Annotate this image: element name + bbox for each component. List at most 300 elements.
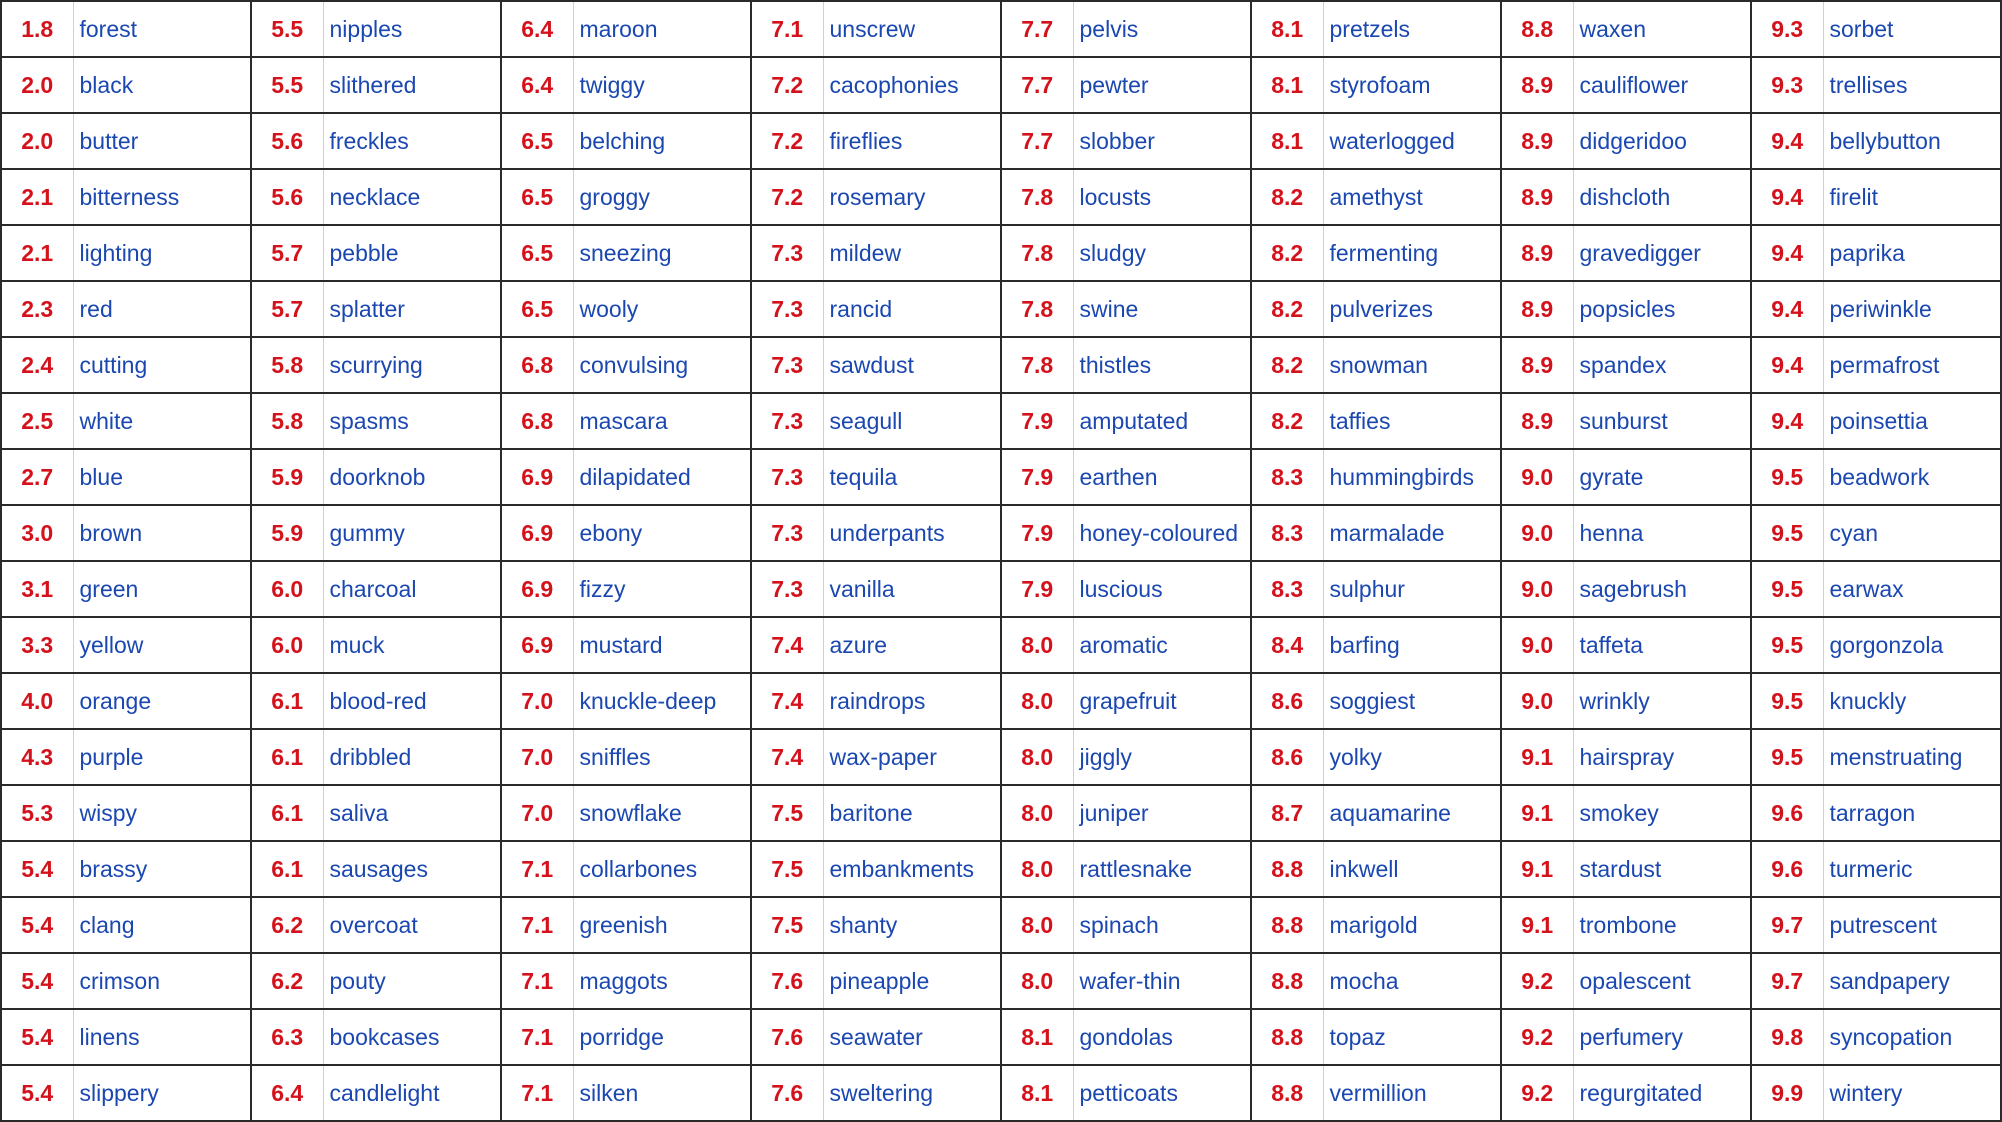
word-cell: wafer-thin <box>1073 953 1251 1009</box>
word-cell: bitterness <box>73 169 251 225</box>
word-cell: fireflies <box>823 113 1001 169</box>
score-cell: 6.5 <box>501 113 573 169</box>
word-cell: taffeta <box>1573 617 1751 673</box>
score-cell: 7.1 <box>501 1009 573 1065</box>
score-cell: 8.6 <box>1251 729 1323 785</box>
score-cell: 7.8 <box>1001 281 1073 337</box>
word-cell: baritone <box>823 785 1001 841</box>
word-cell: gondolas <box>1073 1009 1251 1065</box>
score-cell: 7.9 <box>1001 393 1073 449</box>
word-cell: linens <box>73 1009 251 1065</box>
score-cell: 5.9 <box>251 505 323 561</box>
score-cell: 6.2 <box>251 953 323 1009</box>
score-cell: 9.8 <box>1751 1009 1823 1065</box>
word-cell: porridge <box>573 1009 751 1065</box>
word-cell: amethyst <box>1323 169 1501 225</box>
score-cell: 7.7 <box>1001 57 1073 113</box>
score-cell: 9.5 <box>1751 561 1823 617</box>
score-cell: 6.4 <box>251 1065 323 1121</box>
score-cell: 9.4 <box>1751 337 1823 393</box>
word-cell: didgeridoo <box>1573 113 1751 169</box>
word-cell: petticoats <box>1073 1065 1251 1121</box>
word-cell: spandex <box>1573 337 1751 393</box>
score-cell: 2.0 <box>1 57 73 113</box>
word-cell: mildew <box>823 225 1001 281</box>
word-cell: permafrost <box>1823 337 2001 393</box>
score-cell: 3.1 <box>1 561 73 617</box>
score-cell: 5.6 <box>251 169 323 225</box>
score-cell: 9.1 <box>1501 897 1573 953</box>
score-cell: 8.4 <box>1251 617 1323 673</box>
score-cell: 8.2 <box>1251 225 1323 281</box>
word-cell: orange <box>73 673 251 729</box>
score-cell: 4.3 <box>1 729 73 785</box>
table-row <box>1 1009 2001 1065</box>
word-cell: aromatic <box>1073 617 1251 673</box>
word-cell: waterlogged <box>1323 113 1501 169</box>
score-cell: 9.0 <box>1501 561 1573 617</box>
word-cell: brown <box>73 505 251 561</box>
word-cell: muck <box>323 617 501 673</box>
word-cell: dilapidated <box>573 449 751 505</box>
word-cell: butter <box>73 113 251 169</box>
word-cell: pouty <box>323 953 501 1009</box>
word-cell: azure <box>823 617 1001 673</box>
word-cell: earthen <box>1073 449 1251 505</box>
word-cell: scurrying <box>323 337 501 393</box>
word-cell: purple <box>73 729 251 785</box>
word-cell: cutting <box>73 337 251 393</box>
table-row <box>1 953 2001 1009</box>
score-cell: 8.8 <box>1251 841 1323 897</box>
word-cell: ebony <box>573 505 751 561</box>
word-cell: pretzels <box>1323 1 1501 57</box>
score-cell: 8.2 <box>1251 337 1323 393</box>
score-cell: 9.4 <box>1751 113 1823 169</box>
score-cell: 7.1 <box>501 1065 573 1121</box>
score-cell: 8.0 <box>1001 897 1073 953</box>
score-cell: 8.2 <box>1251 169 1323 225</box>
word-cell: bellybutton <box>1823 113 2001 169</box>
score-cell: 8.9 <box>1501 169 1573 225</box>
score-cell: 7.9 <box>1001 505 1073 561</box>
word-cell: henna <box>1573 505 1751 561</box>
table-row <box>1 617 2001 673</box>
word-cell: pineapple <box>823 953 1001 1009</box>
word-cell: pewter <box>1073 57 1251 113</box>
word-cell: black <box>73 57 251 113</box>
word-cell: periwinkle <box>1823 281 2001 337</box>
score-cell: 6.1 <box>251 673 323 729</box>
word-cell: wax-paper <box>823 729 1001 785</box>
score-cell: 6.0 <box>251 617 323 673</box>
word-cell: brassy <box>73 841 251 897</box>
score-cell: 9.5 <box>1751 617 1823 673</box>
score-cell: 8.0 <box>1001 953 1073 1009</box>
word-cell: overcoat <box>323 897 501 953</box>
score-cell: 9.5 <box>1751 505 1823 561</box>
word-cell: taffies <box>1323 393 1501 449</box>
word-cell: menstruating <box>1823 729 2001 785</box>
word-cell: vanilla <box>823 561 1001 617</box>
score-cell: 7.6 <box>751 1009 823 1065</box>
score-cell: 5.5 <box>251 57 323 113</box>
word-cell: sandpapery <box>1823 953 2001 1009</box>
word-cell: sniffles <box>573 729 751 785</box>
word-cell: knuckly <box>1823 673 2001 729</box>
table-row <box>1 841 2001 897</box>
word-cell: charcoal <box>323 561 501 617</box>
score-cell: 8.8 <box>1501 1 1573 57</box>
score-cell: 5.5 <box>251 1 323 57</box>
word-cell: rattlesnake <box>1073 841 1251 897</box>
score-cell: 8.9 <box>1501 393 1573 449</box>
word-cell: aquamarine <box>1323 785 1501 841</box>
score-cell: 7.2 <box>751 113 823 169</box>
word-cell: doorknob <box>323 449 501 505</box>
table-row <box>1 57 2001 113</box>
score-cell: 5.4 <box>1 841 73 897</box>
word-cell: freckles <box>323 113 501 169</box>
word-cell: underpants <box>823 505 1001 561</box>
score-cell: 7.5 <box>751 841 823 897</box>
word-cell: candlelight <box>323 1065 501 1121</box>
score-cell: 8.0 <box>1001 785 1073 841</box>
score-cell: 9.5 <box>1751 449 1823 505</box>
score-cell: 8.0 <box>1001 673 1073 729</box>
score-cell: 4.0 <box>1 673 73 729</box>
word-cell: slobber <box>1073 113 1251 169</box>
score-cell: 6.5 <box>501 281 573 337</box>
score-cell: 8.1 <box>1001 1009 1073 1065</box>
word-cell: swine <box>1073 281 1251 337</box>
word-cell: belching <box>573 113 751 169</box>
score-cell: 6.0 <box>251 561 323 617</box>
score-cell: 9.1 <box>1501 729 1573 785</box>
word-cell: spasms <box>323 393 501 449</box>
score-cell: 7.8 <box>1001 337 1073 393</box>
word-cell: regurgitated <box>1573 1065 1751 1121</box>
word-cell: shanty <box>823 897 1001 953</box>
word-cell: mustard <box>573 617 751 673</box>
score-cell: 7.3 <box>751 393 823 449</box>
word-cell: thistles <box>1073 337 1251 393</box>
word-cell: marigold <box>1323 897 1501 953</box>
score-cell: 8.0 <box>1001 729 1073 785</box>
word-cell: gravedigger <box>1573 225 1751 281</box>
word-cell: clang <box>73 897 251 953</box>
score-cell: 9.9 <box>1751 1065 1823 1121</box>
score-cell: 6.1 <box>251 841 323 897</box>
word-cell: yellow <box>73 617 251 673</box>
word-cell: mocha <box>1323 953 1501 1009</box>
score-cell: 3.3 <box>1 617 73 673</box>
table-row <box>1 1065 2001 1121</box>
score-cell: 9.5 <box>1751 729 1823 785</box>
word-cell: trellises <box>1823 57 2001 113</box>
word-cell: cyan <box>1823 505 2001 561</box>
word-cell: honey-coloured <box>1073 505 1251 561</box>
score-cell: 9.5 <box>1751 673 1823 729</box>
score-cell: 7.8 <box>1001 169 1073 225</box>
table-row <box>1 785 2001 841</box>
word-cell: popsicles <box>1573 281 1751 337</box>
word-cell: convulsing <box>573 337 751 393</box>
score-cell: 6.5 <box>501 169 573 225</box>
word-cell: maroon <box>573 1 751 57</box>
word-cell: sausages <box>323 841 501 897</box>
score-cell: 6.4 <box>501 1 573 57</box>
word-cell: pulverizes <box>1323 281 1501 337</box>
score-cell: 9.4 <box>1751 393 1823 449</box>
word-cell: opalescent <box>1573 953 1751 1009</box>
word-cell: bookcases <box>323 1009 501 1065</box>
score-cell: 9.6 <box>1751 841 1823 897</box>
score-cell: 7.0 <box>501 729 573 785</box>
word-cell: tequila <box>823 449 1001 505</box>
score-cell: 9.3 <box>1751 57 1823 113</box>
word-cell: sawdust <box>823 337 1001 393</box>
score-cell: 6.9 <box>501 561 573 617</box>
score-cell: 9.4 <box>1751 225 1823 281</box>
score-cell: 9.4 <box>1751 169 1823 225</box>
word-cell: snowflake <box>573 785 751 841</box>
score-cell: 7.7 <box>1001 113 1073 169</box>
score-cell: 2.5 <box>1 393 73 449</box>
score-cell: 8.0 <box>1001 617 1073 673</box>
score-cell: 7.4 <box>751 673 823 729</box>
table-row <box>1 561 2001 617</box>
score-cell: 2.3 <box>1 281 73 337</box>
score-cell: 6.9 <box>501 505 573 561</box>
word-cell: inkwell <box>1323 841 1501 897</box>
score-cell: 9.0 <box>1501 449 1573 505</box>
score-cell: 7.1 <box>501 841 573 897</box>
score-cell: 8.1 <box>1251 57 1323 113</box>
score-cell: 6.1 <box>251 785 323 841</box>
word-cell: soggiest <box>1323 673 1501 729</box>
score-cell: 5.8 <box>251 337 323 393</box>
table-row <box>1 281 2001 337</box>
word-cell: snowman <box>1323 337 1501 393</box>
score-cell: 9.2 <box>1501 1065 1573 1121</box>
table-row <box>1 1 2001 57</box>
score-cell: 5.4 <box>1 953 73 1009</box>
score-cell: 8.7 <box>1251 785 1323 841</box>
word-cell: turmeric <box>1823 841 2001 897</box>
word-cell: sagebrush <box>1573 561 1751 617</box>
score-cell: 7.8 <box>1001 225 1073 281</box>
word-cell: seawater <box>823 1009 1001 1065</box>
word-cell: sludgy <box>1073 225 1251 281</box>
score-cell: 5.3 <box>1 785 73 841</box>
word-cell: putrescent <box>1823 897 2001 953</box>
word-cell: sweltering <box>823 1065 1001 1121</box>
word-cell: nipples <box>323 1 501 57</box>
word-cell: beadwork <box>1823 449 2001 505</box>
word-cell: earwax <box>1823 561 2001 617</box>
word-cell: crimson <box>73 953 251 1009</box>
word-cell: waxen <box>1573 1 1751 57</box>
word-cell: cauliflower <box>1573 57 1751 113</box>
word-cell: necklace <box>323 169 501 225</box>
score-cell: 9.3 <box>1751 1 1823 57</box>
word-cell: lighting <box>73 225 251 281</box>
score-cell: 9.4 <box>1751 281 1823 337</box>
word-cell: wispy <box>73 785 251 841</box>
score-cell: 8.9 <box>1501 281 1573 337</box>
score-cell: 5.7 <box>251 281 323 337</box>
score-cell: 8.9 <box>1501 225 1573 281</box>
word-cell: hummingbirds <box>1323 449 1501 505</box>
word-cell: gummy <box>323 505 501 561</box>
score-cell: 8.9 <box>1501 57 1573 113</box>
word-cell: greenish <box>573 897 751 953</box>
score-cell: 7.7 <box>1001 1 1073 57</box>
score-cell: 7.3 <box>751 281 823 337</box>
score-cell: 7.4 <box>751 617 823 673</box>
score-cell: 6.9 <box>501 449 573 505</box>
score-cell: 5.7 <box>251 225 323 281</box>
word-cell: grapefruit <box>1073 673 1251 729</box>
word-cell: barfing <box>1323 617 1501 673</box>
score-cell: 9.2 <box>1501 953 1573 1009</box>
table-row <box>1 337 2001 393</box>
score-cell: 9.7 <box>1751 897 1823 953</box>
score-cell: 8.9 <box>1501 337 1573 393</box>
word-cell: wrinkly <box>1573 673 1751 729</box>
word-cell: cacophonies <box>823 57 1001 113</box>
word-cell: spinach <box>1073 897 1251 953</box>
word-cell: syncopation <box>1823 1009 2001 1065</box>
word-cell: sunburst <box>1573 393 1751 449</box>
word-cell: juniper <box>1073 785 1251 841</box>
score-cell: 7.5 <box>751 785 823 841</box>
score-cell: 6.9 <box>501 617 573 673</box>
word-cell: rosemary <box>823 169 1001 225</box>
score-cell: 5.4 <box>1 1009 73 1065</box>
score-cell: 7.2 <box>751 57 823 113</box>
word-cell: amputated <box>1073 393 1251 449</box>
word-cell: sulphur <box>1323 561 1501 617</box>
word-cell: rancid <box>823 281 1001 337</box>
score-cell: 8.3 <box>1251 505 1323 561</box>
score-cell: 8.6 <box>1251 673 1323 729</box>
word-cell: wooly <box>573 281 751 337</box>
word-cell: styrofoam <box>1323 57 1501 113</box>
score-cell: 8.1 <box>1251 1 1323 57</box>
word-cell: green <box>73 561 251 617</box>
score-cell: 2.0 <box>1 113 73 169</box>
table-row <box>1 505 2001 561</box>
word-cell: slithered <box>323 57 501 113</box>
table-row <box>1 393 2001 449</box>
word-cell: raindrops <box>823 673 1001 729</box>
word-cell: knuckle-deep <box>573 673 751 729</box>
score-cell: 2.7 <box>1 449 73 505</box>
word-cell: saliva <box>323 785 501 841</box>
word-cell: perfumery <box>1573 1009 1751 1065</box>
word-cell: red <box>73 281 251 337</box>
word-cell: twiggy <box>573 57 751 113</box>
word-cell: pebble <box>323 225 501 281</box>
score-cell: 1.8 <box>1 1 73 57</box>
word-cell: yolky <box>1323 729 1501 785</box>
score-cell: 2.4 <box>1 337 73 393</box>
score-cell: 8.3 <box>1251 561 1323 617</box>
score-cell: 7.1 <box>501 897 573 953</box>
table-row <box>1 897 2001 953</box>
word-cell: forest <box>73 1 251 57</box>
word-cell: smokey <box>1573 785 1751 841</box>
word-cell: white <box>73 393 251 449</box>
word-cell: paprika <box>1823 225 2001 281</box>
score-cell: 8.9 <box>1501 113 1573 169</box>
word-cell: embankments <box>823 841 1001 897</box>
word-cell: silken <box>573 1065 751 1121</box>
word-cell: luscious <box>1073 561 1251 617</box>
score-cell: 7.1 <box>751 1 823 57</box>
score-cell: 7.6 <box>751 953 823 1009</box>
score-cell: 7.4 <box>751 729 823 785</box>
table-row <box>1 449 2001 505</box>
score-cell: 9.0 <box>1501 505 1573 561</box>
word-cell: dishcloth <box>1573 169 1751 225</box>
word-cell: sorbet <box>1823 1 2001 57</box>
table-row <box>1 225 2001 281</box>
word-cell: unscrew <box>823 1 1001 57</box>
score-cell: 6.4 <box>501 57 573 113</box>
word-cell: blood-red <box>323 673 501 729</box>
word-cell: gorgonzola <box>1823 617 2001 673</box>
word-cell: vermillion <box>1323 1065 1501 1121</box>
score-cell: 5.4 <box>1 897 73 953</box>
word-cell: splatter <box>323 281 501 337</box>
word-cell: sneezing <box>573 225 751 281</box>
word-cell: poinsettia <box>1823 393 2001 449</box>
score-cell: 9.2 <box>1501 1009 1573 1065</box>
score-cell: 8.8 <box>1251 1065 1323 1121</box>
score-cell: 9.1 <box>1501 785 1573 841</box>
score-cell: 6.2 <box>251 897 323 953</box>
score-cell: 7.0 <box>501 785 573 841</box>
word-cell: topaz <box>1323 1009 1501 1065</box>
word-cell: firelit <box>1823 169 2001 225</box>
score-cell: 7.3 <box>751 337 823 393</box>
score-cell: 8.1 <box>1001 1065 1073 1121</box>
score-cell: 9.0 <box>1501 673 1573 729</box>
score-cell: 8.8 <box>1251 1009 1323 1065</box>
word-cell: jiggly <box>1073 729 1251 785</box>
table-row <box>1 169 2001 225</box>
word-cell: stardust <box>1573 841 1751 897</box>
table-row <box>1 113 2001 169</box>
score-cell: 8.8 <box>1251 897 1323 953</box>
score-cell: 6.8 <box>501 393 573 449</box>
score-cell: 8.3 <box>1251 449 1323 505</box>
word-cell: slippery <box>73 1065 251 1121</box>
score-cell: 2.1 <box>1 169 73 225</box>
word-cell: tarragon <box>1823 785 2001 841</box>
score-cell: 9.6 <box>1751 785 1823 841</box>
word-cell: wintery <box>1823 1065 2001 1121</box>
word-cell: collarbones <box>573 841 751 897</box>
score-cell: 9.1 <box>1501 841 1573 897</box>
score-cell: 8.2 <box>1251 281 1323 337</box>
score-cell: 8.0 <box>1001 841 1073 897</box>
score-cell: 8.8 <box>1251 953 1323 1009</box>
score-cell: 7.3 <box>751 225 823 281</box>
